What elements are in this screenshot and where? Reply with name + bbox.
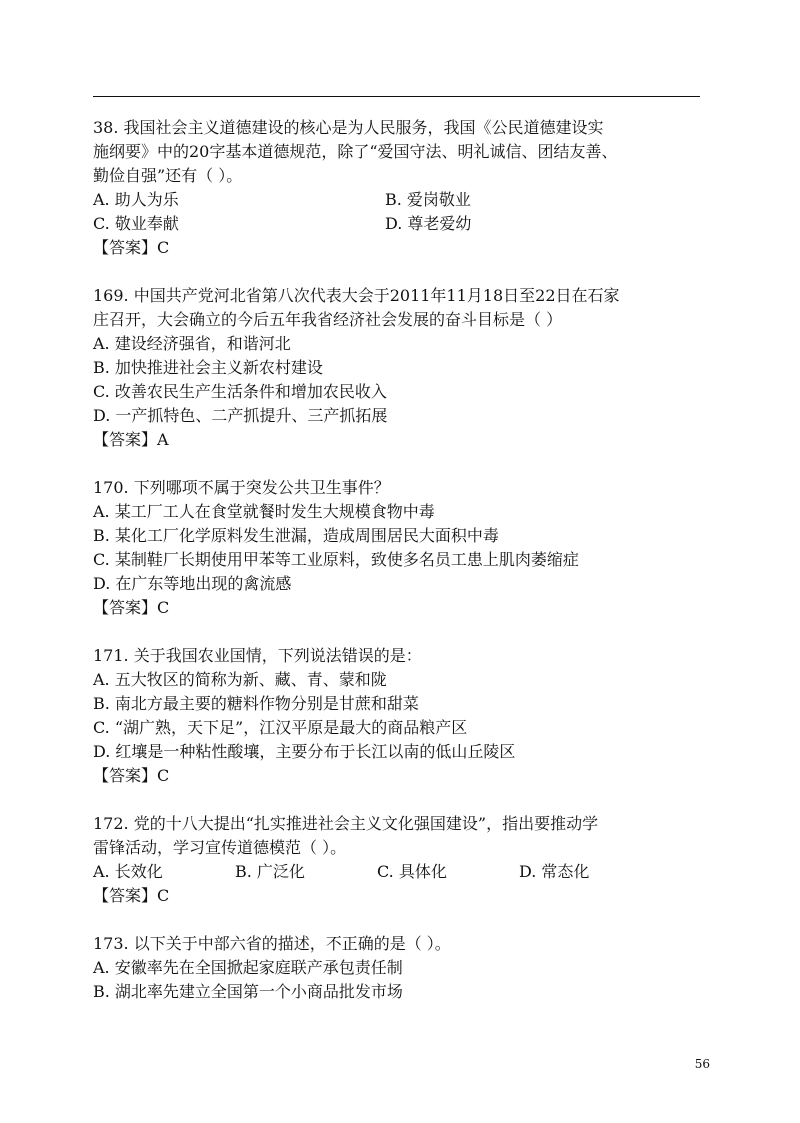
option-d: D. 一产抓特色、二产抓提升、三产抓拓展: [93, 406, 388, 425]
option-b: B. 南北方最主要的糖料作物分别是甘蔗和甜菜: [93, 694, 419, 713]
question-173: [93, 932, 703, 1004]
page-number: 56: [694, 1057, 710, 1071]
option-b: B. 广泛化: [235, 862, 305, 881]
answer-label: 【答案】A: [93, 430, 169, 449]
question-stem-line: 169. 中国共产党河北省第八次代表大会于2011年11月18日至22日在石家: [93, 286, 620, 305]
question-stem-line: 勤俭自强”还有（ ）。: [93, 166, 243, 185]
option-b: B. 加快推进社会主义新农村建设: [93, 358, 323, 377]
option-a: A. 安徽率先在全国掀起家庭联产承包责任制: [93, 958, 403, 977]
header-rule: [93, 96, 700, 97]
option-a: A. 某工厂工人在食堂就餐时发生大规模食物中毒: [93, 502, 435, 521]
answer-label: 【答案】C: [93, 238, 170, 257]
answer-label: 【答案】C: [93, 766, 170, 785]
question-38: [93, 116, 703, 260]
option-d: D. 常态化: [519, 862, 590, 881]
option-b: B. 某化工厂化学原料发生泄漏，造成周围居民大面积中毒: [93, 526, 499, 545]
document-body: [93, 116, 703, 1028]
options-row: [93, 212, 703, 236]
option-c: C. 某制鞋厂长期使用甲苯等工业原料，致使多名员工患上肌肉萎缩症: [93, 550, 579, 569]
options-row: [93, 860, 703, 884]
question-171: [93, 644, 703, 788]
option-a: A. 长效化: [93, 862, 163, 881]
option-c: C. 具体化: [377, 862, 447, 881]
answer-label: 【答案】C: [93, 598, 170, 617]
question-170: [93, 476, 703, 620]
question-stem-line: 雷锋活动，学习宣传道德模范（ ）。: [93, 838, 347, 857]
question-stem-line: 庄召开，大会确立的今后五年我省经济社会发展的奋斗目标是（ ）: [93, 310, 563, 329]
question-172: [93, 812, 703, 908]
options-row: [93, 188, 703, 212]
question-stem-line: 38. 我国社会主义道德建设的核心是为人民服务，我国《公民道德建设实: [93, 118, 604, 137]
option-a: A. 五大牧区的简称为新、藏、青、蒙和陇: [93, 670, 387, 689]
option-d: D. 红壤是一种粘性酸壤，主要分布于长江以南的低山丘陵区: [93, 742, 516, 761]
answer-label: 【答案】C: [93, 886, 170, 905]
option-b: B. 湖北率先建立全国第一个小商品批发市场: [93, 982, 403, 1001]
option-b: B. 爱岗敬业: [385, 190, 471, 209]
option-c: C. 敬业奉献: [93, 214, 179, 233]
question-stem-line: 173. 以下关于中部六省的描述，不正确的是（ ）。: [93, 934, 451, 953]
question-stem-line: 施纲要》中的20字基本道德规范，除了“爱国守法、明礼诚信、团结友善、: [93, 142, 618, 161]
question-stem-line: 172. 党的十八大提出“扎实推进社会主义文化强国建设”，指出要推动学: [93, 814, 599, 833]
question-stem-line: 171. 关于我国农业国情，下列说法错误的是：: [93, 646, 422, 665]
question-169: [93, 284, 703, 452]
option-d: D. 在广东等地出现的禽流感: [93, 574, 292, 593]
option-c: C. “湖广熟，天下足”，江汉平原是最大的商品粮产区: [93, 718, 468, 737]
question-stem-line: 170. 下列哪项不属于突发公共卫生事件？: [93, 478, 390, 497]
option-d: D. 尊老爱幼: [385, 214, 472, 233]
option-a: A. 助人为乐: [93, 190, 179, 209]
option-a: A. 建设经济强省，和谐河北: [93, 334, 291, 353]
option-c: C. 改善农民生产生活条件和增加农民收入: [93, 382, 387, 401]
